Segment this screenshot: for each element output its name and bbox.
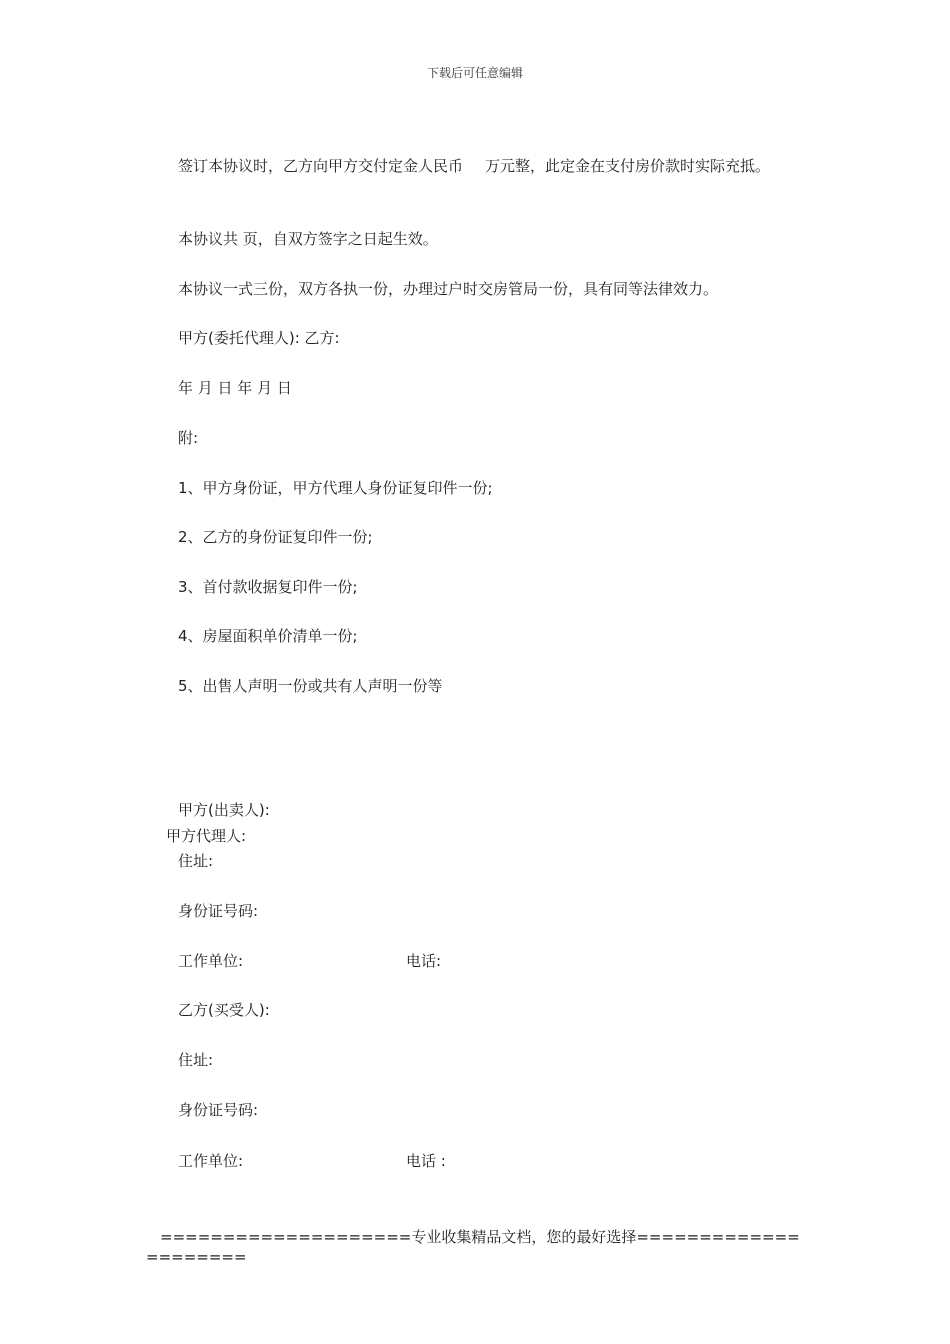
party-a-agent-label: 甲方代理人:: [166, 827, 247, 845]
deposit-text-a: 签订本协议时，乙方向甲方交付定金人民币: [178, 157, 464, 175]
appendix-item: 1、甲方身份证，甲方代理人身份证复印件一份;: [178, 479, 493, 497]
appendix-item: 4、房屋面积单价清单一份;: [178, 627, 358, 645]
page-footer: ====================专业收集精品文档，您的最好选择=====================: [146, 1228, 800, 1266]
party-b-buyer-label: 乙方(买受人):: [178, 1001, 270, 1019]
deposit-paragraph: [146, 154, 810, 178]
party-b-employer-label: 工作单位:: [178, 1152, 244, 1170]
signature-line: 甲方(委托代理人): 乙方:: [178, 329, 340, 347]
party-b-id-label: 身份证号码:: [178, 1101, 259, 1119]
party-a-address-label: 住址:: [178, 852, 214, 870]
appendix-label: 附:: [178, 429, 199, 447]
date-line: 年 月 日 年 月 日: [178, 379, 292, 397]
copies-line: 本协议一式三份，双方各执一份，办理过户时交房管局一份，具有同等法律效力。: [178, 280, 719, 298]
appendix-item: 2、乙方的身份证复印件一份;: [178, 528, 373, 546]
appendix-item: 3、首付款收据复印件一份;: [178, 578, 358, 596]
party-b-address-label: 住址:: [178, 1051, 214, 1069]
pages-line: 本协议共 页，自双方签字之日起生效。: [178, 230, 438, 248]
appendix-item: 5、出售人声明一份或共有人声明一份等: [178, 677, 443, 695]
party-b-phone-label: 电话 :: [406, 1152, 446, 1170]
party-a-id-label: 身份证号码:: [178, 902, 259, 920]
page-header: 下载后可任意编辑: [426, 66, 523, 80]
party-a-phone-label: 电话:: [406, 952, 442, 970]
party-a-employer-label: 工作单位:: [178, 952, 244, 970]
party-a-seller-label: 甲方(出卖人):: [178, 801, 270, 819]
deposit-text-b: 万元整，此定金在支付房价款时实际充抵。: [485, 157, 771, 175]
